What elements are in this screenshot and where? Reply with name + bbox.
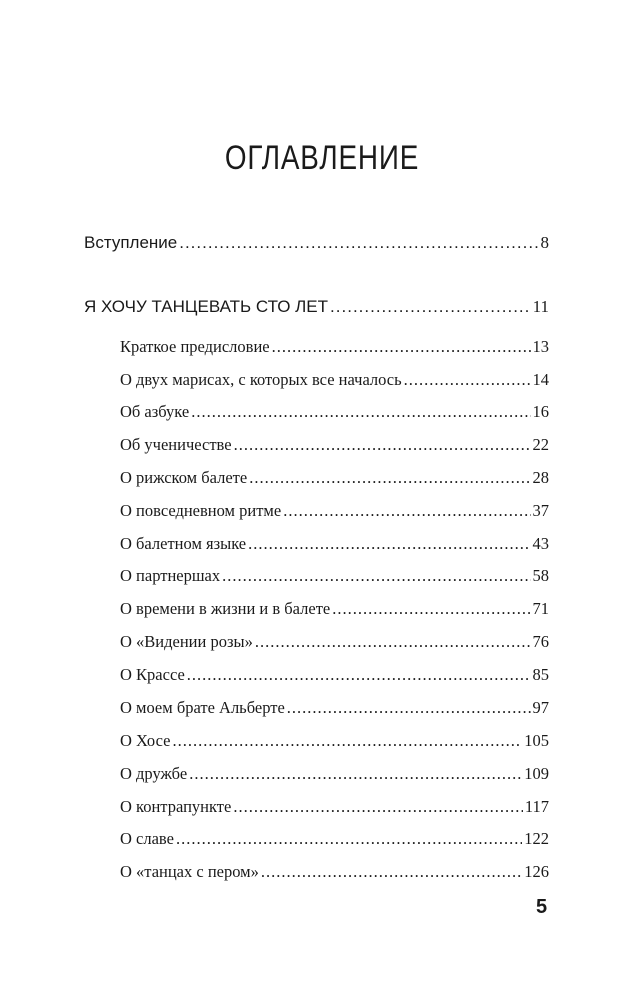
dot-leader <box>248 534 530 554</box>
toc-entry-label: О Крассе <box>120 665 185 684</box>
dot-leader <box>234 435 531 455</box>
toc-entry-label: О повседневном ритме <box>120 501 282 520</box>
toc-entry-chapter <box>120 435 549 455</box>
toc-entry-page: 8 <box>540 233 549 252</box>
dot-leader <box>332 599 530 619</box>
dot-leader <box>233 797 523 817</box>
toc-entry-page: 109 <box>524 764 549 783</box>
toc-entry-label: О партнершах <box>120 566 221 585</box>
toc-entry-introduction <box>84 233 549 253</box>
page-title: ОГЛАВЛЕНИЕ <box>224 138 420 177</box>
toc-entry-chapter <box>120 829 549 849</box>
dot-leader <box>261 862 522 882</box>
toc-entry-label: Вступление <box>84 233 178 252</box>
toc-entry-page: 28 <box>532 468 549 487</box>
toc-entry-chapter <box>120 698 549 718</box>
dot-leader <box>187 665 531 685</box>
page-number: 5 <box>536 896 548 918</box>
toc-entry-page: 126 <box>524 862 549 881</box>
toc-entry-label: О двух марисах, с которых все началось <box>120 370 402 389</box>
toc-entry-label: О рижском балете <box>120 468 248 487</box>
dot-leader <box>179 233 538 253</box>
toc-entry-page: 11 <box>532 297 549 316</box>
toc-entry-label: О моем брате Альберте <box>120 698 285 717</box>
toc-entry-page: 105 <box>524 731 549 750</box>
toc-entry-part <box>84 297 549 317</box>
toc-entry-page: 76 <box>532 632 549 651</box>
toc-entry-chapter <box>120 632 549 652</box>
toc-entry-label: О «танцах с пером» <box>120 862 259 881</box>
dot-leader <box>287 698 531 718</box>
dot-leader <box>255 632 531 652</box>
toc-entry-chapter <box>120 370 549 390</box>
toc-entry-label: Об азбуке <box>120 402 190 421</box>
toc-entry-label: О «Видении розы» <box>120 632 253 651</box>
toc-entry-chapter <box>120 797 549 817</box>
toc-entry-label: О балетном языке <box>120 534 247 553</box>
toc-entry-label: О славе <box>120 829 174 848</box>
toc-entry-page: 58 <box>532 566 549 585</box>
toc-entry-label: О времени в жизни и в балете <box>120 599 331 618</box>
toc-entry-chapter <box>120 402 549 422</box>
toc-entry-chapter <box>120 665 549 685</box>
dot-leader <box>404 370 531 390</box>
dot-leader <box>222 566 530 586</box>
toc-entry-page: 37 <box>532 501 549 520</box>
toc-entry-label: О дружбе <box>120 764 188 783</box>
toc-entry-chapter <box>120 337 549 357</box>
toc-entry-page: 85 <box>532 665 549 684</box>
toc-entry-page: 122 <box>524 829 549 848</box>
toc-entry-page: 16 <box>532 402 549 421</box>
toc-entry-chapter <box>120 731 549 751</box>
toc-entry-label: Я ХОЧУ ТАНЦЕВАТЬ СТО ЛЕТ <box>84 297 329 316</box>
toc-entry-label: О контрапункте <box>120 797 232 816</box>
toc-entry-chapter <box>120 764 549 784</box>
dot-leader <box>330 297 531 317</box>
toc-entry-page: 14 <box>532 370 549 389</box>
dot-leader <box>272 337 531 357</box>
dot-leader <box>189 764 522 784</box>
toc-entry-chapter <box>120 468 549 488</box>
toc-entry-label: Об ученичестве <box>120 435 232 454</box>
toc-entry-chapter <box>120 566 549 586</box>
toc-entry-chapter <box>120 862 549 882</box>
toc-entry-label: О Хосе <box>120 731 171 750</box>
toc-entry-label: Краткое предисловие <box>120 337 270 356</box>
dot-leader <box>176 829 522 849</box>
toc-entry-chapter <box>120 501 549 521</box>
dot-leader <box>172 731 522 751</box>
toc-entry-chapter <box>120 599 549 619</box>
dot-leader <box>283 501 530 521</box>
toc-entry-page: 117 <box>524 797 549 816</box>
toc-entry-page: 13 <box>532 337 549 356</box>
toc-entry-page: 71 <box>532 599 549 618</box>
dot-leader <box>191 402 530 422</box>
toc-entry-page: 97 <box>532 698 549 717</box>
toc-entry-page: 43 <box>532 534 549 553</box>
dot-leader <box>249 468 530 488</box>
toc-entry-page: 22 <box>532 435 549 454</box>
toc-entry-chapter <box>120 534 549 554</box>
